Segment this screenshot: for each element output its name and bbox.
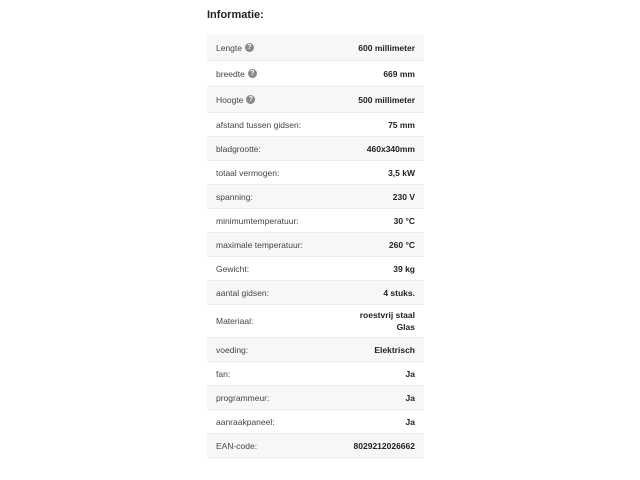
spec-row-vermogen [207,161,424,185]
spec-row-gidsen [207,281,424,305]
spec-value: 500 millimeter [358,94,415,105]
spec-label: spanning: [216,191,253,202]
spec-row-maxtemp [207,233,424,257]
spec-value: 8029212026662 [353,440,415,451]
spec-label [216,95,255,105]
spec-value: Ja [405,416,415,427]
info-section [207,7,424,458]
spec-value-line: roestvrij staal [359,310,415,320]
spec-value-line: Glas [396,322,415,332]
spec-label: aanraakpaneel: [216,416,275,427]
spec-value: 3,5 kW [388,167,415,178]
spec-label: afstand tussen gidsen: [216,119,302,130]
spec-label: aantal gidsen: [216,287,269,298]
spec-value: 669 mm [383,68,415,79]
spec-row-lengte [207,35,424,61]
spec-label: totaal vermogen: [216,167,280,178]
spec-value: 600 millimeter [358,42,415,53]
spec-row-ean [207,434,424,458]
spec-value: 460x340mm [366,143,415,154]
spec-row-gewicht [207,257,424,281]
spec-value: 4 stuks. [383,287,415,298]
question-mark-circle-icon[interactable]: ? [248,69,257,78]
spec-row-bladgrootte [207,137,424,161]
spec-row-materiaal [207,305,424,338]
spec-row-breedte [207,61,424,87]
spec-label: Materiaal: [216,316,254,326]
spec-value: 75 mm [388,119,415,130]
spec-label: bladgrootte: [216,143,261,154]
spec-row-spanning [207,185,424,209]
spec-value: 230 V [392,191,415,202]
spec-label-text: Lengte [216,42,242,53]
spec-value: 30 °C [393,215,415,226]
spec-row-fan [207,362,424,386]
spec-value: 39 kg [393,263,415,274]
spec-row-aanraakpaneel [207,410,424,434]
section-title: Informatie: [207,9,264,21]
spec-label [216,69,257,79]
spec-label: Gewicht: [216,263,250,274]
spec-label-text: breedte [216,68,245,79]
question-mark-circle-icon[interactable]: ? [246,95,255,104]
spec-table [207,35,424,458]
spec-row-afstand [207,113,424,137]
spec-row-hoogte [207,87,424,113]
spec-value [360,309,415,333]
spec-label-text: Hoogte [216,94,244,105]
spec-row-programmeur [207,386,424,410]
spec-value: Ja [405,392,415,403]
spec-label: EAN-code: [216,440,258,451]
spec-value: Ja [405,368,415,379]
spec-row-mintemp [207,209,424,233]
spec-label: fan: [216,368,231,379]
spec-row-voeding [207,338,424,362]
spec-label [216,43,254,53]
spec-label: maximale temperatuur: [216,239,303,250]
spec-label: programmeur: [216,392,270,403]
spec-value: Elektrisch [374,344,415,355]
question-mark-circle-icon[interactable]: ? [245,43,254,52]
spec-label: minimumtemperatuur: [216,215,299,226]
spec-value: 260 °C [388,239,415,250]
spec-label: voeding: [216,344,249,355]
